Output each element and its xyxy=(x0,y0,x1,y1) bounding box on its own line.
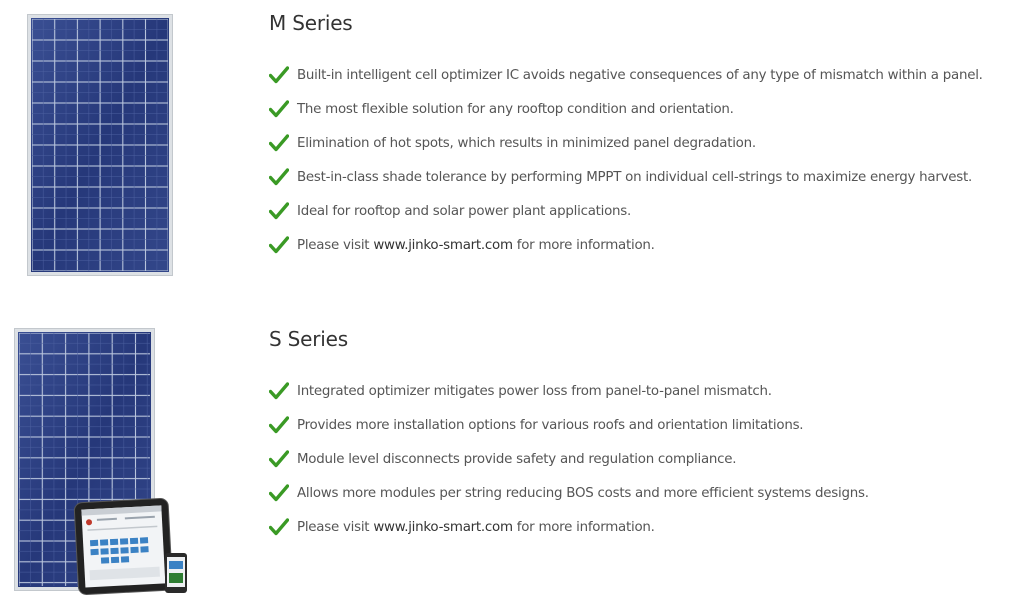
visit-text xyxy=(297,238,655,253)
feature-text: Ideal for rooftop and solar power plant applications. xyxy=(297,203,632,219)
feature-text: The most flexible solution for any rooftop condition and orientation. xyxy=(297,101,734,117)
list-item xyxy=(269,126,983,160)
feature-text: Elimination of hot spots, which results in minimized panel degradation. xyxy=(297,135,756,151)
feature-text: Built-in intelligent cell optimizer IC avoids negative consequences of any type of mismatch within a panel. xyxy=(297,67,983,83)
solar-panel-with-tablet-icon xyxy=(14,328,194,600)
list-item-visit xyxy=(269,510,869,544)
s-series-solar-panel-image xyxy=(14,328,194,600)
checkmark-icon xyxy=(269,134,289,152)
m-series-feature-list xyxy=(269,58,983,262)
checkmark-icon xyxy=(269,236,289,254)
feature-text: Allows more modules per string reducing BOS costs and more efficient systems designs. xyxy=(297,485,869,501)
checkmark-icon xyxy=(269,518,289,536)
visit-prefix: Please visit xyxy=(297,237,374,253)
list-item xyxy=(269,92,983,126)
s-series-feature-list xyxy=(269,374,869,544)
s-series-title: S Series xyxy=(269,327,348,351)
s-series-section xyxy=(0,318,1024,609)
list-item xyxy=(269,442,869,476)
list-item xyxy=(269,476,869,510)
checkmark-icon xyxy=(269,416,289,434)
m-series-solar-panel-image xyxy=(27,14,173,276)
checkmark-icon xyxy=(269,450,289,468)
visit-text xyxy=(297,520,655,535)
jinko-smart-link[interactable]: www.jinko-smart.com xyxy=(373,519,513,535)
feature-text: Module level disconnects provide safety and regulation compliance. xyxy=(297,451,737,467)
list-item-visit xyxy=(269,228,983,262)
checkmark-icon xyxy=(269,382,289,400)
checkmark-icon xyxy=(269,202,289,220)
checkmark-icon xyxy=(269,66,289,84)
visit-prefix: Please visit xyxy=(297,519,374,535)
checkmark-icon xyxy=(269,168,289,186)
list-item xyxy=(269,374,869,408)
list-item xyxy=(269,58,983,92)
m-series-section xyxy=(0,0,1024,290)
feature-text: Provides more installation options for various roofs and orientation limitations. xyxy=(297,417,804,433)
list-item xyxy=(269,160,983,194)
visit-suffix: for more information. xyxy=(512,519,655,535)
list-item xyxy=(269,194,983,228)
m-series-title: M Series xyxy=(269,11,353,35)
checkmark-icon xyxy=(269,484,289,502)
visit-suffix: for more information. xyxy=(512,237,655,253)
feature-text: Integrated optimizer mitigates power loss from panel-to-panel mismatch. xyxy=(297,383,772,399)
jinko-smart-link[interactable]: www.jinko-smart.com xyxy=(373,237,513,253)
solar-panel-icon xyxy=(27,14,173,276)
feature-text: Best-in-class shade tolerance by performing MPPT on individual cell-strings to maximize energy harvest. xyxy=(297,169,973,185)
list-item xyxy=(269,408,869,442)
checkmark-icon xyxy=(269,100,289,118)
